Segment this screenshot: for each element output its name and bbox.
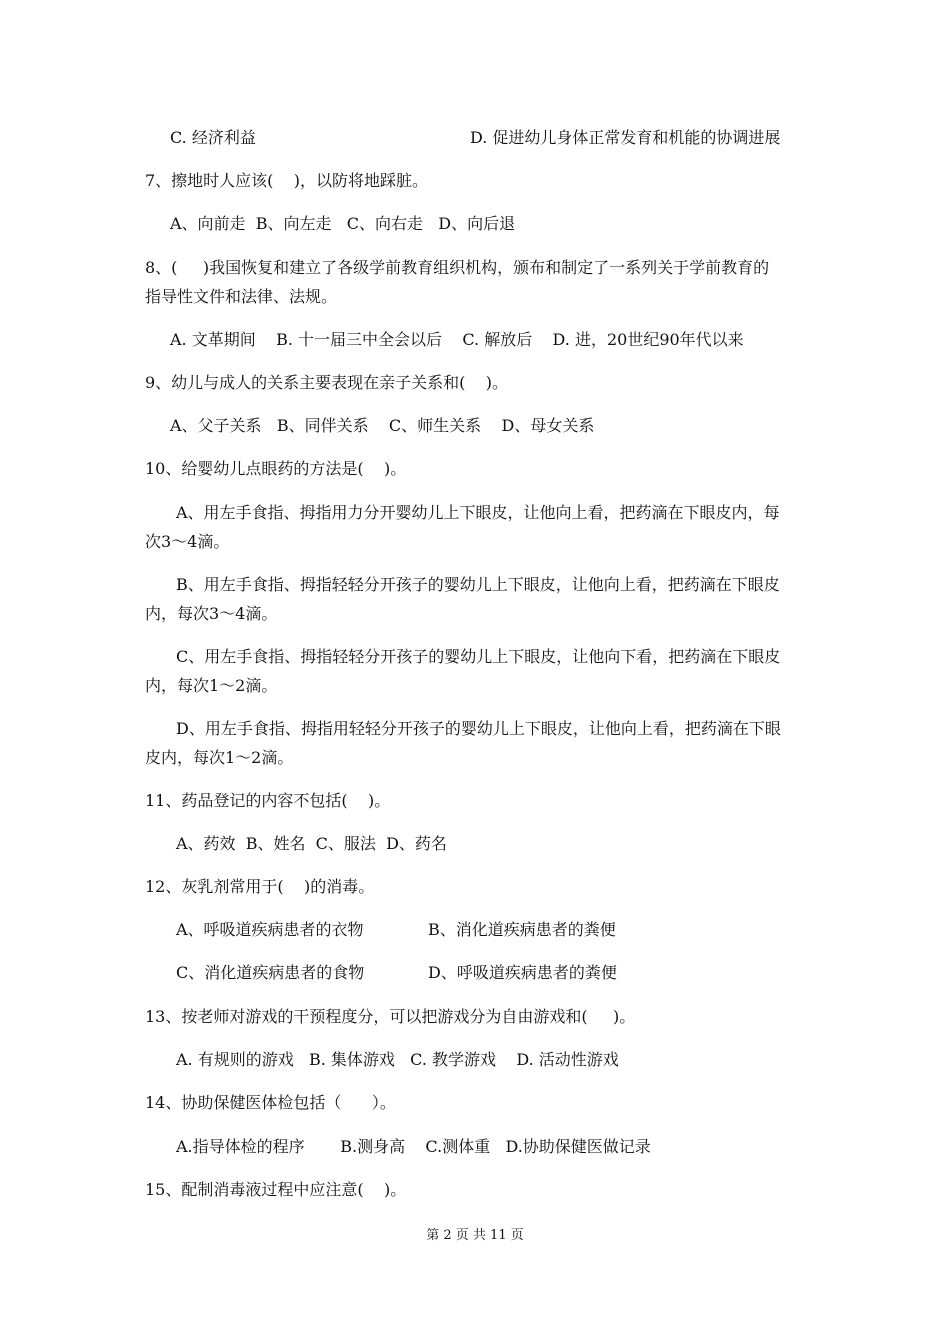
- q12-option-d: D、呼吸道疾病患者的粪便: [428, 963, 617, 982]
- q10-option-c-line-2: 内，每次1～2滴。: [145, 676, 278, 695]
- q12-option-a: A、呼吸道疾病患者的衣物: [176, 920, 364, 939]
- q14-options: A.指导体检的程序 B.测身高 C.测体重 D.协助保健医做记录: [176, 1137, 651, 1156]
- q12-option-b: B、消化道疾病患者的粪便: [428, 920, 616, 939]
- q11-stem: 11、药品登记的内容不包括( )。: [145, 791, 391, 810]
- q7-options: A、向前走 B、向左走 C、向右走 D、向后退: [170, 214, 516, 233]
- q13-stem: 13、按老师对游戏的干预程度分，可以把游戏分为自由游戏和( )。: [145, 1007, 636, 1026]
- q10-option-b-line-1: B、用左手食指、拇指轻轻分开孩子的婴幼儿上下眼皮，让他向上看，把药滴在下眼皮: [176, 575, 780, 594]
- q13-options: A. 有规则的游戏 B. 集体游戏 C. 教学游戏 D. 活动性游戏: [176, 1050, 619, 1069]
- q9-options: A、父子关系 B、同伴关系 C、师生关系 D、母女关系: [170, 416, 595, 435]
- q8-stem-line-2: 指导性文件和法律、法规。: [145, 287, 338, 306]
- q12-stem: 12、灰乳剂常用于( )的消毒。: [145, 877, 375, 896]
- q12-option-c: C、消化道疾病患者的食物: [176, 963, 365, 982]
- q6-option-d: D. 促进幼儿身体正常发育和机能的协调进展: [470, 128, 781, 147]
- q10-option-a-line-2: 次3～4滴。: [145, 532, 230, 551]
- q9-stem: 9、幼儿与成人的关系主要表现在亲子关系和( )。: [145, 373, 509, 392]
- q14-stem: 14、协助保健医体检包括（ ）。: [145, 1093, 396, 1112]
- q10-option-b-line-2: 内，每次3～4滴。: [145, 604, 278, 623]
- q7-stem: 7、擦地时人应该( )，以防将地踩脏。: [145, 171, 429, 190]
- page-footer: 第 2 页 共 11 页: [426, 1228, 524, 1243]
- q10-option-d-line-1: D、用左手食指、拇指用轻轻分开孩子的婴幼儿上下眼皮，让他向上看，把药滴在下眼: [176, 719, 781, 738]
- q10-option-c-line-1: C、用左手食指、拇指轻轻分开孩子的婴幼儿上下眼皮，让他向下看，把药滴在下眼皮: [176, 647, 781, 666]
- q8-options: A. 文革期间 B. 十一届三中全会以后 C. 解放后 D. 进，20世纪90年代以来: [170, 330, 744, 349]
- q10-option-d-line-2: 皮内，每次1～2滴。: [145, 748, 294, 767]
- q6-option-c: C. 经济利益: [170, 128, 256, 147]
- q10-option-a-line-1: A、用左手食指、拇指用力分开婴幼儿上下眼皮，让他向上看，把药滴在下眼皮内，每: [176, 503, 780, 522]
- q11-options: A、药效 B、姓名 C、服法 D、药名: [176, 834, 447, 853]
- q8-stem-line-1: 8、( )我国恢复和建立了各级学前教育组织机构，颁布和制定了一系列关于学前教育的: [145, 258, 770, 277]
- q15-stem: 15、配制消毒液过程中应注意( )。: [145, 1180, 407, 1199]
- q10-stem: 10、给婴幼儿点眼药的方法是( )。: [145, 459, 407, 478]
